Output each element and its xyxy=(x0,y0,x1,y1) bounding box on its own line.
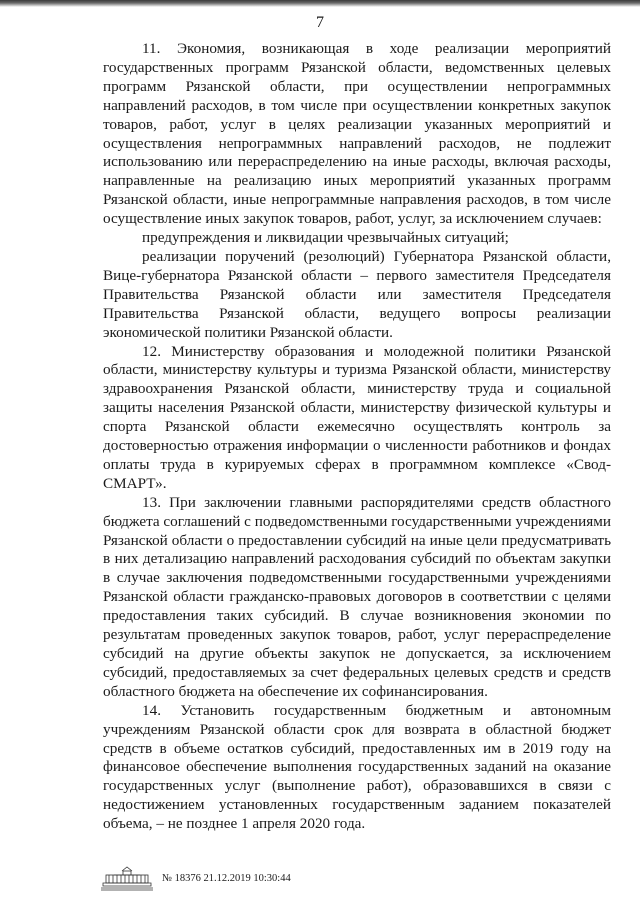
paragraph-12: 12. Министерству образования и молодежной политики Рязанской области, министерству культуры и туризма Рязанской области, министерству здравоохранения Рязанской области, министерству труда и социальной защиты населения Рязанской области, министерству физической культуры и спорта Рязанской области ежемесячно осуществлять контроль за достоверностью отражения информации о численности работников и фондах оплаты труда в курируемых сферах в программном комплексе «Свод-СМАРТ». xyxy=(103,342,611,492)
paragraph-14: 14. Установить государственным бюджетным и автономным учреждениям Рязанской области срок для возврата в областной бюджет средств в объеме остатков субсидий, предоставленных им в 2019 году на финансовое обеспечение выполнения государственных заданий на оказание государственных услуг (выполнение работ), образовавшихся в связи с недостижением установленных государственным заданием показателей объема, – не позднее 1 апреля 2020 года. xyxy=(103,701,611,833)
scan-top-edge xyxy=(0,0,640,7)
page-number: 7 xyxy=(316,14,324,31)
paragraph-11: 11. Экономия, возникающая в ходе реализации мероприятий государственных программ Рязанской области, ведомственных целевых программ Рязанской области, при осуществлении непрограммных направлений расходов, в том числе при осуществлении конкретных закупок товаров, работ, услуг в целях реализации указанных мероприятий и осуществления непрограммных направлений расходов, не подлежит использованию или перераспределению на иные расходы, включая расходы, направленные на реализацию иных мероприятий указанных программ Рязанской области, иные непрограммные направления расходов, в том числе осуществление иных закупок товаров, работ, услуг, за исключением случаев: xyxy=(103,40,611,228)
paragraph-13: 13. При заключении главными распорядителями средств областного бюджета соглашений с подведомственными государственными учреждениями Рязанской области о предоставлении субсидий на иные цели предусматривать в них детализацию направлений расходования субсидий по объектам закупки в случае заключения подведомственными государственными учреждениями Рязанской области гражданско-правовых договоров в соответствии с целями предоставления таких субсидий. В случае возникновения экономии по результатам проведенных закупок товаров, работ, услуг перераспределение субсидий на другие объекты закупок не допускается, за исключением субсидий, предоставляемых за счет федеральных целевых средств и средств областного бюджета на обеспечение их софинансирования. xyxy=(103,493,611,700)
paragraph-11-case-resolutions: реализации поручений (резолюций) Губернатора Рязанской области, Вице-губернатора Рязанской области – первого заместителя Председателя Правительства Рязанской области или заместителя Председателя Правительства Рязанской области, ведущего вопросы реализации экономической политики Рязанской области. xyxy=(103,247,611,341)
document-footer xyxy=(100,865,400,891)
paragraph-11-case-emergency: предупреждения и ликвидации чрезвычайных ситуаций; xyxy=(142,229,509,247)
document-registration-code: № 18376 21.12.2019 10:30:44 xyxy=(162,873,291,884)
government-building-stamp-icon xyxy=(100,865,154,891)
document-body xyxy=(103,40,611,834)
